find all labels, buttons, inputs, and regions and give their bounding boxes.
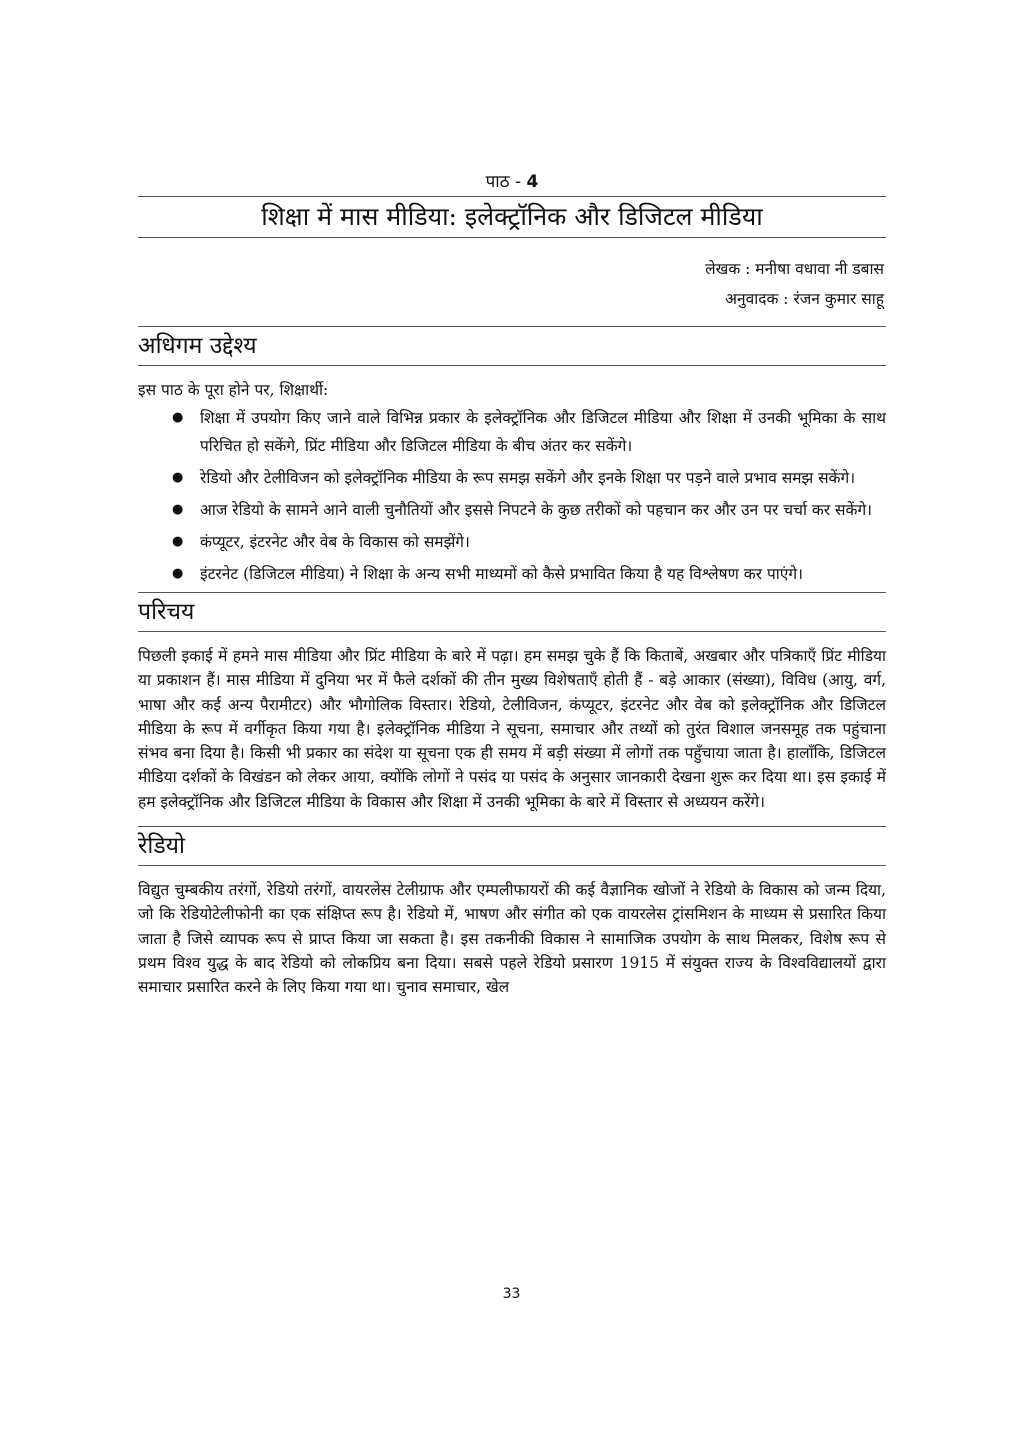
- list-item: [172, 464, 886, 492]
- list-item: [172, 496, 886, 524]
- lesson-number-value: 4: [526, 172, 539, 192]
- radio-heading: रेडियो: [138, 833, 185, 860]
- bullet-icon: ●: [172, 502, 184, 517]
- introduction-paragraph: पिछली इकाई में हमने मास मीडिया और प्रिंट मीडिया के बारे में पढ़ा। हम समझ चुके हैं कि किताबें, अखबार और पत्रिकाएँ प्रिंट मीडिया या प्रकाशन हैं। मास मीडिया में दुनिया भर में फैले दर्शकों की तीन मुख्य विशेषताएँ होती हैं - बड़े आकार (संख्या), विविध (आयु, वर्ग, भाषा और कई अन्य पैरामीटर) और भौगोलिक विस्तार। रेडियो, टेलीविजन, कंप्यूटर, इंटरनेट और वेब को इलेक्ट्रॉनिक और डिजिटल मीडिया के रूप में वर्गीकृत किया गया है। इलेक्ट्रॉनिक मीडिया ने सूचना, समाचार और तथ्यों को तुरंत विशाल जनसमूह तक पहुंचाना संभव बना दिया है। किसी भी प्रकार का संदेश या सूचना एक ही समय में बड़ी संख्या में लोगों तक पहुँचाया जाता है। हालाँकि, डिजिटल मीडिया दर्शकों के विखंडन को लेकर आया, क्योंकि लोगों ने पसंद या पसंद के अनुसार जानकारी देखना शुरू कर दिया था। इस इकाई में हम इलेक्ट्रॉनिक और डिजिटल मीडिया के विकास और शिक्षा में उनकी भूमिका के बारे में विस्तार से अध्ययन करेंगे।: [138, 647, 886, 811]
- objective-text: कंप्यूटर, इंटरनेट और वेब के विकास को समझेंगे।: [200, 533, 470, 551]
- bullet-icon: ●: [172, 410, 184, 425]
- objective-text: इंटरनेट (डिजिटल मीडिया) ने शिक्षा के अन्य सभी माध्यमों को कैसे प्रभावित किया है यह विश्लेषण कर पाएंगे।: [200, 565, 803, 583]
- lesson-label: पाठ -: [485, 172, 527, 192]
- objective-text: आज रेडियो के सामने आने वाली चुनौतियों और इससे निपटने के कुछ तरीकों को पहचान कर और उन पर चर्चा कर सकेंगे।: [200, 501, 873, 519]
- radio-paragraph: विद्युत चुम्बकीय तरंगों, रेडियो तरंगों, वायरलेस टेलीग्राफ और एम्पलीफायरों की कई वैज्ञानिक खोजों ने रेडियो के विकास को जन्म दिया, जो कि रेडियोटेलीफोनी का एक संक्षिप्त रूप है। रेडियो में, भाषण और संगीत को एक वायरलेस ट्रांसमिशन के माध्यम से प्रसारित किया जाता है जिसे व्यापक रूप से प्राप्त किया जा सकता है। इस तकनीकी विकास ने सामाजिक उपयोग के साथ मिलकर, विशेष रूप से प्रथम विश्व युद्ध के बाद रेडियो को लोकप्रिय बना दिया। सबसे पहले रेडियो प्रसारण 1915 में संयुक्त राज्य के विश्वविद्यालयों द्वारा समाचार प्रसारित करने के लिए किया गया था। चुनाव समाचार, खेल: [138, 881, 886, 997]
- objective-text: रेडियो और टेलीविजन को इलेक्ट्रॉनिक मीडिया के रूप समझ सकेंगे और इनके शिक्षा पर पड़ने वाले प्रभाव समझ सकेंगे।: [200, 469, 856, 487]
- introduction-heading: परिचय: [138, 599, 195, 625]
- list-item: [172, 404, 886, 460]
- radio-bottom-rule: [138, 865, 886, 866]
- list-item: [172, 560, 886, 588]
- objectives-list: [138, 404, 886, 588]
- lesson-number: [138, 168, 886, 196]
- objectives-heading: अधिगम उद्देश्य: [138, 333, 257, 359]
- objective-text: शिक्षा में उपयोग किए जाने वाले विभिन्न प्रकार के इलेक्ट्रॉनिक और डिजिटल मीडिया और शिक्षा में उनकी भूमिका के साथ परिचित हो सकेंगे, प्रिंट मीडिया और डिजिटल मीडिया के बीच अंतर कर सकेंगे।: [200, 409, 886, 455]
- credits: [138, 254, 886, 314]
- objectives-bottom-rule: [138, 365, 886, 366]
- translator-line: अनुवादक : रंजन कुमार साहू: [725, 290, 884, 308]
- author-line: लेखक : मनीषा वधावा नी डबास: [705, 260, 884, 278]
- objectives-intro: इस पाठ के पूरा होने पर, शिक्षार्थी:: [138, 381, 329, 399]
- page-number: 33: [502, 1286, 521, 1302]
- bullet-icon: ●: [172, 534, 184, 549]
- bullet-icon: ●: [172, 470, 184, 485]
- bullet-icon: ●: [172, 566, 184, 581]
- intro-bottom-rule: [138, 631, 886, 632]
- list-item: [172, 528, 886, 556]
- lesson-title: शिक्षा में मास मीडिया: इलेक्ट्रॉनिक और डिजिटल मीडिया: [261, 202, 763, 231]
- page-content: [138, 168, 886, 1000]
- title-bottom-rule: [138, 237, 886, 238]
